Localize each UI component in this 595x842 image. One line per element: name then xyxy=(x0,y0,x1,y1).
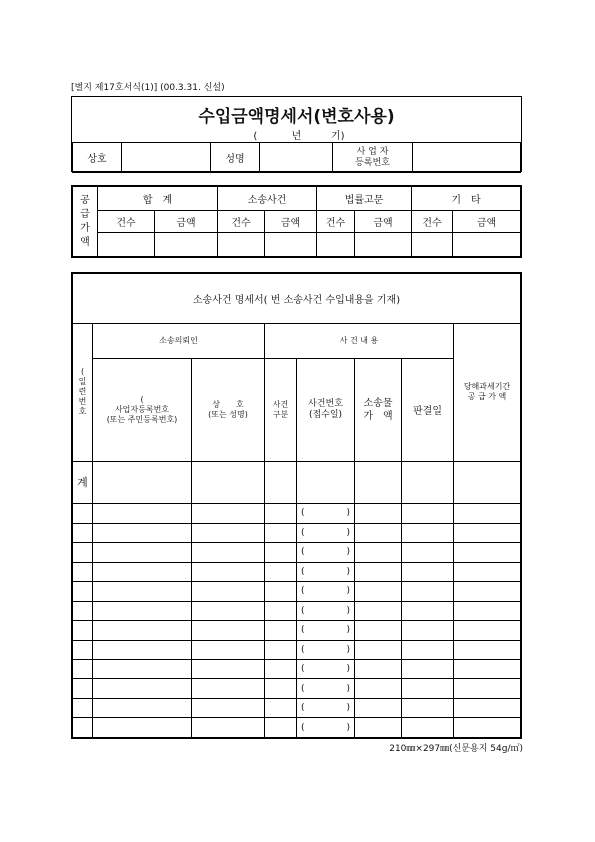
case-no-paren xyxy=(297,703,354,713)
case-cell[interactable] xyxy=(355,679,402,698)
case-cell[interactable] xyxy=(73,601,93,620)
case-no-paren xyxy=(297,664,354,674)
case-no-paren xyxy=(297,508,354,518)
name-label: 성명 xyxy=(211,143,260,173)
case-no-cell[interactable] xyxy=(297,504,355,523)
suit-value-line1: 소송물 xyxy=(363,397,393,409)
total-cell[interactable] xyxy=(93,461,192,504)
case-no-cell[interactable] xyxy=(297,718,355,738)
period-year-word: 년 xyxy=(291,131,302,142)
case-cell[interactable] xyxy=(265,640,297,659)
client-name-header xyxy=(192,358,265,461)
paren-close: ) xyxy=(346,566,350,577)
paper-spec-footer: 210㎜×297㎜(신문용지 54g/㎡) xyxy=(389,744,523,754)
case-cell[interactable] xyxy=(192,659,265,678)
case-cell[interactable] xyxy=(73,718,93,738)
case-no-cell[interactable] xyxy=(297,640,355,659)
case-cell[interactable] xyxy=(402,718,454,738)
supply-side-char: 공 xyxy=(80,194,90,206)
count-header: 건수 xyxy=(218,211,265,233)
case-cell[interactable] xyxy=(93,543,192,562)
case-no-paren xyxy=(297,625,354,635)
paren-close: ) xyxy=(346,508,350,519)
amount-header: 금액 xyxy=(453,211,521,233)
case-no-cell[interactable] xyxy=(297,679,355,698)
case-cell[interactable] xyxy=(454,698,521,717)
case-cell[interactable] xyxy=(402,601,454,620)
case-cell[interactable] xyxy=(73,679,93,698)
case-cell[interactable] xyxy=(192,718,265,738)
case-cell[interactable] xyxy=(402,659,454,678)
case-cell[interactable] xyxy=(73,523,93,542)
amount-header: 금액 xyxy=(265,211,317,233)
case-cell[interactable] xyxy=(93,679,192,698)
total-cell[interactable] xyxy=(402,461,454,504)
content-group-header: 사 건 내 용 xyxy=(265,323,454,358)
amount-header: 금액 xyxy=(355,211,412,233)
case-row xyxy=(73,659,521,678)
case-cell[interactable] xyxy=(192,582,265,601)
case-row xyxy=(73,621,521,640)
biz-no-label-line1: 사 업 자 xyxy=(356,146,389,157)
case-no-cell[interactable] xyxy=(297,621,355,640)
total-cell[interactable] xyxy=(454,461,521,504)
case-cell[interactable] xyxy=(93,582,192,601)
title-section xyxy=(71,96,522,172)
period-close: 기) xyxy=(330,131,345,142)
case-cell[interactable] xyxy=(454,582,521,601)
case-cell[interactable] xyxy=(73,640,93,659)
case-cell[interactable] xyxy=(73,582,93,601)
biz-no-field[interactable] xyxy=(413,143,521,173)
lawsuit-amount-field[interactable] xyxy=(265,233,317,257)
case-row xyxy=(73,698,521,717)
case-cell[interactable] xyxy=(355,523,402,542)
paren-close: ) xyxy=(346,586,350,597)
case-no-paren xyxy=(297,645,354,655)
case-cell[interactable] xyxy=(192,679,265,698)
client-name-line2: (또는 성명) xyxy=(208,409,248,419)
form-reference: [별지 제17호서식(1)] (00.3.31. 신설) xyxy=(71,83,225,93)
case-cell[interactable] xyxy=(355,621,402,640)
case-cell[interactable] xyxy=(402,621,454,640)
case-cell[interactable] xyxy=(73,698,93,717)
case-cell[interactable] xyxy=(402,504,454,523)
group-other: 기 타 xyxy=(412,187,521,211)
paren-open: ( xyxy=(301,664,305,675)
case-cell[interactable] xyxy=(93,640,192,659)
case-cell[interactable] xyxy=(454,523,521,542)
paren-open: ( xyxy=(301,605,305,616)
paren-open: ( xyxy=(301,722,305,733)
case-cell[interactable] xyxy=(402,698,454,717)
case-cell[interactable] xyxy=(192,621,265,640)
case-cell[interactable] xyxy=(192,698,265,717)
other-amount-field[interactable] xyxy=(453,233,521,257)
case-cell[interactable] xyxy=(454,621,521,640)
count-header: 건수 xyxy=(412,211,453,233)
paren-close: ) xyxy=(346,644,350,655)
paren-open: ( xyxy=(301,527,305,538)
case-cell[interactable] xyxy=(454,562,521,581)
case-row xyxy=(73,582,521,601)
case-cell[interactable] xyxy=(265,543,297,562)
case-cell[interactable] xyxy=(192,562,265,581)
case-type-line2: 구분 xyxy=(272,409,289,419)
supply-side-label xyxy=(73,187,98,257)
serial-char: 일 xyxy=(78,377,87,387)
amount-header: 금액 xyxy=(155,211,218,233)
total-amount-field[interactable] xyxy=(155,233,218,257)
case-no-cell[interactable] xyxy=(297,523,355,542)
serial-char: 련 xyxy=(78,387,87,397)
case-cell[interactable] xyxy=(265,679,297,698)
case-cell[interactable] xyxy=(355,543,402,562)
total-cell[interactable] xyxy=(355,461,402,504)
total-cell[interactable] xyxy=(297,461,355,504)
paren-open: ( xyxy=(301,547,305,558)
supply-section xyxy=(71,185,522,258)
case-cell[interactable] xyxy=(93,621,192,640)
case-row xyxy=(73,679,521,698)
paren-close: ) xyxy=(346,547,350,558)
case-no-cell[interactable] xyxy=(297,698,355,717)
period-supply-header xyxy=(454,323,521,461)
case-type-line1: 사건 xyxy=(272,399,289,409)
case-cell[interactable] xyxy=(355,601,402,620)
biz-no-label-line2: 등록번호 xyxy=(355,157,390,168)
case-cell[interactable] xyxy=(402,582,454,601)
case-cell[interactable] xyxy=(192,543,265,562)
case-cell[interactable] xyxy=(192,523,265,542)
serial-char: ( xyxy=(80,367,85,377)
total-cell[interactable] xyxy=(265,461,297,504)
case-cell[interactable] xyxy=(93,659,192,678)
total-row-label: 계 xyxy=(73,461,93,504)
supply-side-char: 가 xyxy=(80,222,90,234)
paren-close: ) xyxy=(346,722,350,733)
case-cell[interactable] xyxy=(355,582,402,601)
shop-label: 상호 xyxy=(73,143,122,173)
case-no-cell[interactable] xyxy=(297,582,355,601)
serial-char: 호 xyxy=(78,407,87,417)
count-header: 건수 xyxy=(317,211,355,233)
case-cell[interactable] xyxy=(355,640,402,659)
case-cell[interactable] xyxy=(265,718,297,738)
period-supply-line1: 당해과세기간 xyxy=(463,382,511,392)
paren-open: ( xyxy=(301,586,305,597)
case-cell[interactable] xyxy=(93,562,192,581)
paren-close: ) xyxy=(346,683,350,694)
case-cell[interactable] xyxy=(454,718,521,738)
case-no-paren xyxy=(297,528,354,538)
case-cell[interactable] xyxy=(355,659,402,678)
group-lawsuit: 소송사건 xyxy=(218,187,317,211)
paren-close: ) xyxy=(346,664,350,675)
client-reg-no-line3: (또는 주민등록번호) xyxy=(106,414,178,424)
case-cell[interactable] xyxy=(454,504,521,523)
case-cell[interactable] xyxy=(192,640,265,659)
case-details-section xyxy=(71,272,522,739)
client-name-line1: 상 호 xyxy=(212,399,244,409)
case-cell[interactable] xyxy=(93,601,192,620)
group-legal-advice: 법률고문 xyxy=(317,187,412,211)
case-cell[interactable] xyxy=(73,659,93,678)
paren-open: ( xyxy=(301,508,305,519)
period-open: ( xyxy=(253,131,258,142)
biz-no-label xyxy=(333,143,413,173)
group-total: 합 계 xyxy=(98,187,218,211)
case-row xyxy=(73,523,521,542)
paren-open: ( xyxy=(301,566,305,577)
name-field[interactable] xyxy=(260,143,333,173)
case-cell[interactable] xyxy=(402,640,454,659)
case-section-header: 소송사건 명세서( 번 소송사건 수입내용을 기재) xyxy=(73,274,521,324)
case-cell[interactable] xyxy=(454,601,521,620)
case-cell[interactable] xyxy=(355,504,402,523)
serial-char: 번 xyxy=(78,397,87,407)
case-no-line1: 사건번호 xyxy=(308,398,343,409)
case-cell[interactable] xyxy=(93,718,192,738)
paren-open: ( xyxy=(301,625,305,636)
case-cell[interactable] xyxy=(265,582,297,601)
case-cell[interactable] xyxy=(402,679,454,698)
total-count-field[interactable] xyxy=(98,233,155,257)
client-reg-no-header xyxy=(93,358,192,461)
case-cell[interactable] xyxy=(355,718,402,738)
case-row xyxy=(73,601,521,620)
case-type-header xyxy=(265,358,297,461)
case-cell[interactable] xyxy=(454,659,521,678)
paren-close: ) xyxy=(346,605,350,616)
advice-amount-field[interactable] xyxy=(355,233,412,257)
paren-open: ( xyxy=(301,703,305,714)
ruling-date-header: 판결일 xyxy=(402,358,454,461)
advice-count-field[interactable] xyxy=(317,233,355,257)
case-cell[interactable] xyxy=(355,562,402,581)
case-cell[interactable] xyxy=(265,504,297,523)
lawsuit-count-field[interactable] xyxy=(218,233,265,257)
case-cell[interactable] xyxy=(265,621,297,640)
case-cell[interactable] xyxy=(192,504,265,523)
case-cell[interactable] xyxy=(93,504,192,523)
case-no-cell[interactable] xyxy=(297,659,355,678)
case-cell[interactable] xyxy=(93,523,192,542)
paren-close: ) xyxy=(346,625,350,636)
case-no-cell[interactable] xyxy=(297,601,355,620)
suit-value-line2: 가 액 xyxy=(363,410,393,422)
case-cell[interactable] xyxy=(73,621,93,640)
count-header: 건수 xyxy=(98,211,155,233)
case-no-paren xyxy=(297,684,354,694)
case-row xyxy=(73,504,521,523)
case-row xyxy=(73,543,521,562)
case-row xyxy=(73,562,521,581)
case-no-paren xyxy=(297,606,354,616)
case-cell[interactable] xyxy=(192,601,265,620)
case-no-paren xyxy=(297,723,354,733)
client-reg-no-line2: 사업자등록번호 xyxy=(114,404,170,414)
case-cell[interactable] xyxy=(454,640,521,659)
case-row xyxy=(73,640,521,659)
paren-open: ( xyxy=(301,644,305,655)
case-cell[interactable] xyxy=(402,523,454,542)
form-title: 수입금액명세서(변호사용) xyxy=(198,106,395,127)
serial-no-header xyxy=(73,323,93,461)
case-cell[interactable] xyxy=(73,504,93,523)
case-no-cell[interactable] xyxy=(297,562,355,581)
paren-open: ( xyxy=(301,683,305,694)
case-no-cell[interactable] xyxy=(297,543,355,562)
case-cell[interactable] xyxy=(265,698,297,717)
case-cell[interactable] xyxy=(73,543,93,562)
period-supply-line2: 공 급 가 액 xyxy=(467,392,507,402)
client-reg-no-line1: ( xyxy=(140,394,144,404)
case-cell[interactable] xyxy=(265,601,297,620)
client-group-header: 소송의뢰인 xyxy=(93,323,265,358)
case-cell[interactable] xyxy=(265,562,297,581)
case-no-paren xyxy=(297,567,354,577)
case-cell[interactable] xyxy=(454,679,521,698)
case-no-paren xyxy=(297,586,354,596)
case-row xyxy=(73,718,521,738)
other-count-field[interactable] xyxy=(412,233,453,257)
case-cell[interactable] xyxy=(402,543,454,562)
shop-field[interactable] xyxy=(122,143,211,173)
case-cell[interactable] xyxy=(454,543,521,562)
case-no-header xyxy=(297,358,355,461)
case-no-line2: (접수일) xyxy=(308,409,343,420)
case-cell[interactable] xyxy=(265,659,297,678)
supply-side-char: 급 xyxy=(80,208,90,220)
period-line xyxy=(73,127,521,143)
case-cell[interactable] xyxy=(265,523,297,542)
supply-side-char: 액 xyxy=(80,236,90,248)
case-cell[interactable] xyxy=(93,698,192,717)
case-cell[interactable] xyxy=(73,562,93,581)
case-cell[interactable] xyxy=(402,562,454,581)
case-no-paren xyxy=(297,547,354,557)
paren-close: ) xyxy=(346,703,350,714)
paren-close: ) xyxy=(346,527,350,538)
case-cell[interactable] xyxy=(355,698,402,717)
total-cell[interactable] xyxy=(192,461,265,504)
suit-value-header xyxy=(355,358,402,461)
